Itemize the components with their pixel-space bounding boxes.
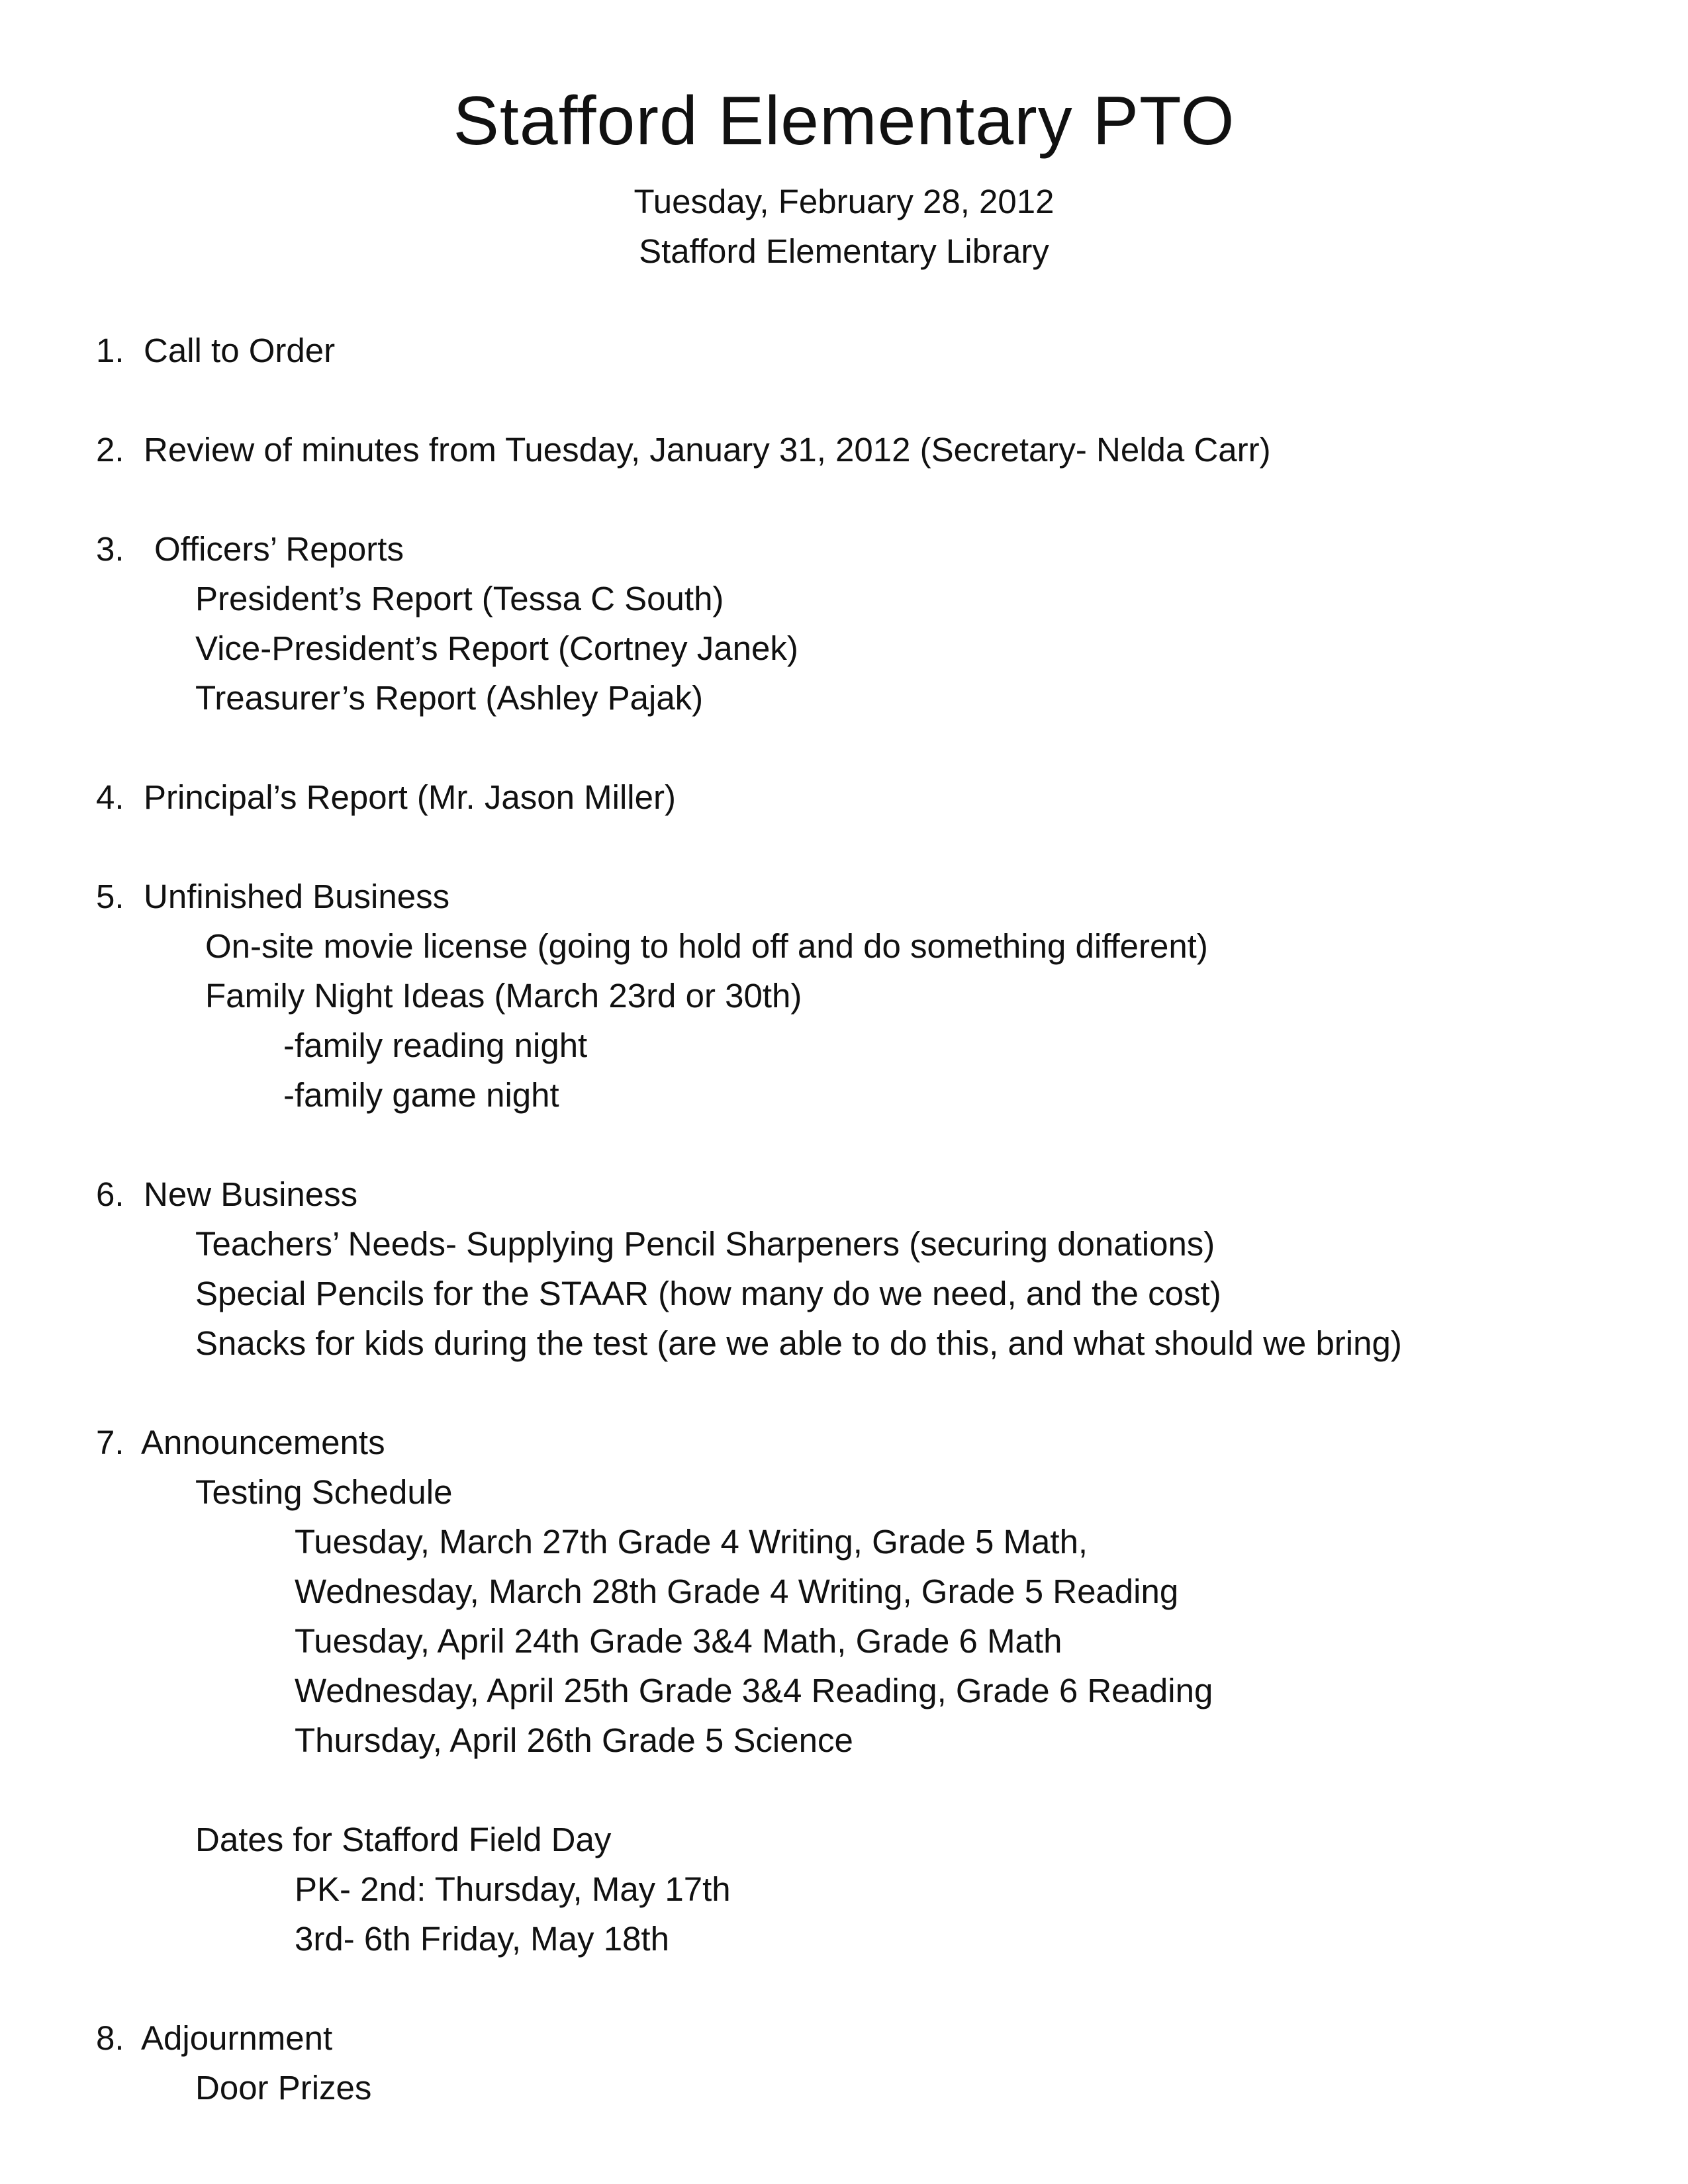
testing-date: Wednesday, March 28th Grade 4 Writing, Grade 5 Reading	[295, 1572, 1179, 1610]
item-number: 6.	[96, 1175, 124, 1213]
sub-item: On-site movie license (going to hold off and do something different)	[205, 927, 1208, 965]
agenda-item-4	[96, 774, 676, 821]
item-number: 8.	[96, 2019, 124, 2057]
item-number: 7.	[96, 1424, 124, 1461]
meeting-date: Tuesday, February 28, 2012	[633, 183, 1055, 220]
item-number: 5.	[96, 878, 124, 915]
agenda-item-3	[96, 526, 404, 572]
item-label: New Business	[144, 1175, 358, 1213]
testing-date: Tuesday, March 27th Grade 4 Writing, Grade 5 Math,	[295, 1523, 1088, 1561]
field-day-date: 3rd- 6th Friday, May 18th	[295, 1920, 669, 1958]
sub-item: Teachers’ Needs- Supplying Pencil Sharpeners (securing donations)	[195, 1225, 1215, 1263]
item-label: Principal’s Report (Mr. Jason Miller)	[144, 778, 676, 816]
agenda-item-7	[96, 1420, 385, 1466]
item-label: Announcements	[141, 1424, 385, 1461]
item-label: Adjournment	[141, 2019, 333, 2057]
sub-item: Door Prizes	[195, 2069, 372, 2107]
item-label: Call to Order	[144, 332, 336, 369]
item-label: Officers’ Reports	[154, 530, 404, 568]
item-number: 2.	[96, 431, 124, 469]
sub-item: President’s Report (Tessa C South)	[195, 580, 724, 617]
testing-schedule-heading: Testing Schedule	[195, 1473, 453, 1511]
field-day-heading: Dates for Stafford Field Day	[195, 1821, 612, 1858]
agenda-item-6	[96, 1171, 357, 1218]
sub-item: Vice-President’s Report (Cortney Janek)	[195, 629, 798, 667]
agenda-item-1	[96, 328, 335, 374]
agenda-item-8	[96, 2015, 332, 2062]
agenda-item-5	[96, 874, 449, 920]
item-number: 1.	[96, 332, 124, 369]
testing-date: Tuesday, April 24th Grade 3&4 Math, Grade 6 Math	[295, 1622, 1062, 1660]
page-title: Stafford Elementary PTO	[453, 83, 1235, 159]
sub-item: Snacks for kids during the test (are we able to do this, and what should we bring)	[195, 1324, 1402, 1362]
field-day-date: PK- 2nd: Thursday, May 17th	[295, 1870, 731, 1908]
testing-date: Thursday, April 26th Grade 5 Science	[295, 1721, 853, 1759]
item-number: 3.	[96, 530, 124, 568]
testing-date: Wednesday, April 25th Grade 3&4 Reading, Grade 6 Reading	[295, 1672, 1213, 1709]
meeting-location: Stafford Elementary Library	[639, 232, 1049, 270]
sub-sub-item: -family game night	[283, 1076, 559, 1114]
item-label: Unfinished Business	[144, 878, 450, 915]
sub-item: Family Night Ideas (March 23rd or 30th)	[205, 977, 802, 1015]
sub-sub-item: -family reading night	[283, 1026, 588, 1064]
agenda-item-2	[96, 427, 1271, 473]
sub-item: Special Pencils for the STAAR (how many do we need, and the cost)	[195, 1275, 1221, 1312]
item-label: Review of minutes from Tuesday, January 31, 2012 (Secretary- Nelda Carr)	[144, 431, 1271, 469]
sub-item: Treasurer’s Report (Ashley Pajak)	[195, 679, 704, 717]
item-number: 4.	[96, 778, 124, 816]
